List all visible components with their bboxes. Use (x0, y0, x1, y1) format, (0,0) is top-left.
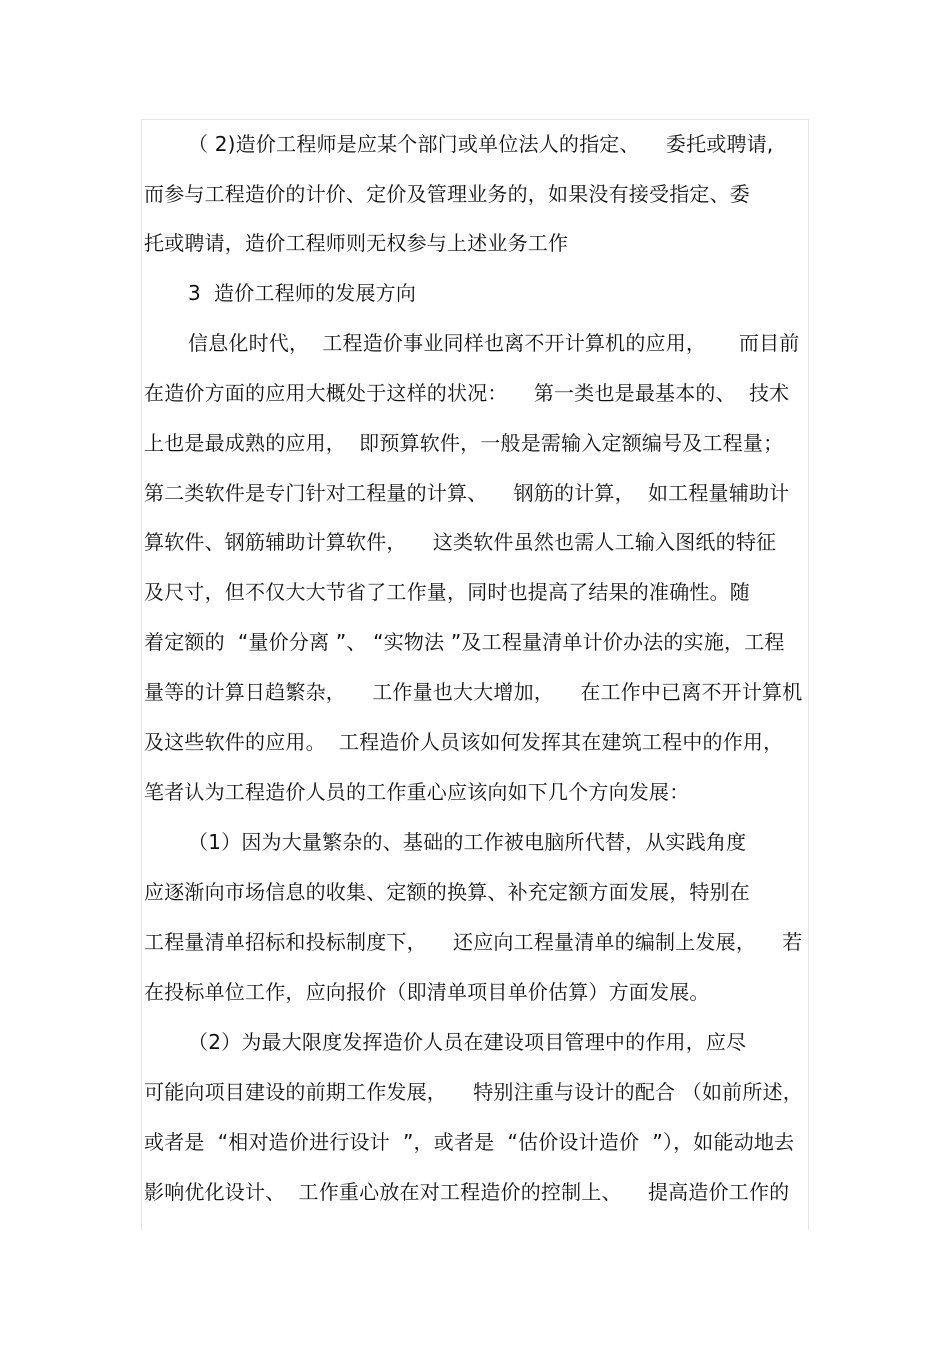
paragraph-line: 算软件、钢筋辅助计算软件， 这类软件虽然也需人工输入图纸的特征 (144, 530, 777, 554)
paragraph-line: （2）为最大限度发挥造价人员在建设项目管理中的作用，应尽 (188, 1030, 747, 1054)
paragraph-line: 上也是最成熟的应用， 即预算软件，一般是需输入定额编号及工程量； (144, 431, 784, 455)
paragraph-line: 信息化时代， 工程造价事业同样也离不开计算机的应用， 而目前 (188, 331, 800, 355)
paragraph-line: 及尺寸，但不仅大大节省了工作量，同时也提高了结果的准确性。随 (144, 580, 750, 604)
paragraph-line: 第二类软件是专门针对工程量的计算、 钢筋的计算， 如工程量辅助计 (144, 481, 790, 505)
paragraph-line: 而参与工程造价的计价、定价及管理业务的，如果没有接受指定、委 (144, 182, 750, 206)
paragraph-line: 或者是 “相对造价进行设计 ”，或者是 “估价设计造价 ”），如能动地去 (144, 1130, 795, 1154)
paragraph-line: 托或聘请，造价工程师则无权参与上述业务工作 (144, 231, 569, 255)
paragraph-line: 工程量清单招标和投标制度下， 还应向工程量清单的编制上发展， 若 (144, 930, 803, 954)
paragraph-line: 应逐渐向市场信息的收集、定额的换算、补充定额方面发展，特别在 (144, 880, 750, 904)
paragraph-line: 着定额的 “量价分离 ”、 “实物法 ”及工程量清单计价办法的实施，工程 (144, 630, 785, 654)
paragraph-line: 在投标单位工作，应向报价（即清单项目单价估算）方面发展。 (144, 980, 710, 1004)
paragraph-line: 笔者认为工程造价人员的工作重心应该向如下几个方向发展： (144, 780, 690, 804)
section-heading: 3 造价工程师的发展方向 (188, 281, 417, 305)
paragraph-line: 影响优化设计、 工作重心放在对工程造价的控制上、 提高造价工作的 (144, 1180, 790, 1204)
paragraph-line: 可能向项目建设的前期工作发展， 特别注重与设计的配合 （如前所述， (144, 1080, 803, 1104)
paragraph-line: （1）因为大量繁杂的、基础的工作被电脑所代替，从实践角度 (188, 830, 747, 854)
paragraph-line: 量等的计算日趋繁杂， 工作量也大大增加， 在工作中已离不开计算机 (144, 680, 803, 704)
paragraph-line: 及这些软件的应用。 工程造价人员该如何发挥其在建筑工程中的作用， (144, 730, 784, 754)
paragraph-line: （ 2)造价工程师是应某个部门或单位法人的指定、 委托或聘请, (188, 132, 774, 156)
paragraph-line: 在造价方面的应用大概处于这样的状况： 第一类也是最基本的、 技术 (144, 381, 790, 405)
